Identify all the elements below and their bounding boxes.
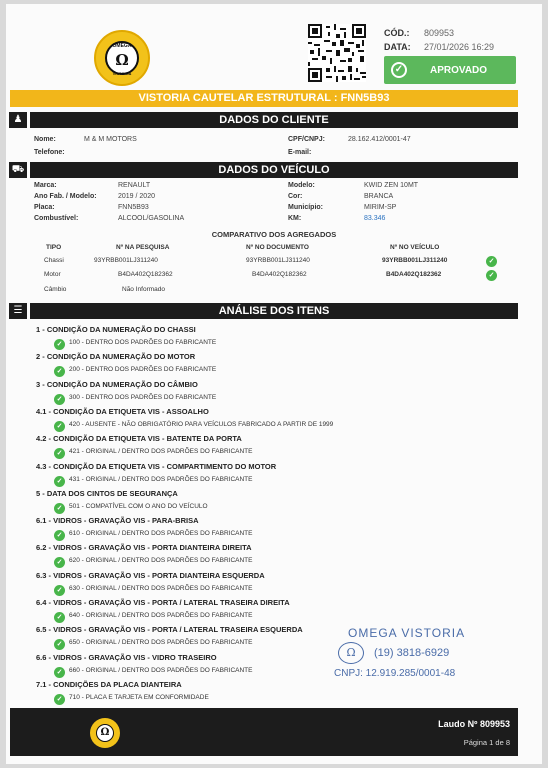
section-vehicle: DADOS DO VEÍCULO: [30, 162, 518, 178]
company-stamp: [328, 620, 498, 690]
stamp-phone: (19) 3818-6929: [374, 647, 450, 659]
date-value: 27/01/2026 16:29: [424, 42, 495, 52]
color-label: Cor:: [288, 193, 303, 200]
check-icon: ✓: [54, 530, 65, 541]
analysis-item-detail: [54, 419, 333, 430]
analysis-item-detail-text: 431 - ORIGINAL / DENTRO DOS PADRÕES DO FABRICANTE: [69, 475, 253, 483]
analysis-item-detail-text: 620 - ORIGINAL / DENTRO DOS PADRÕES DO FABRICANTE: [69, 557, 253, 565]
model-label: Modelo:: [288, 182, 315, 189]
analysis-item-detail-text: 660 - ORIGINAL / DENTRO DOS PADRÕES DO FABRICANTE: [69, 666, 253, 674]
page-indicator: Página 1 de 8: [463, 738, 510, 747]
color-value: BRANCA: [364, 193, 394, 200]
row-chassi-type: Chassi: [44, 257, 64, 264]
row-chassi-vehicle: 93YRBB001LJ311240: [382, 257, 448, 264]
analysis-item-detail-text: 200 - DENTRO DOS PADRÕES DO FABRICANTE: [69, 366, 217, 374]
row-motor-vehicle: B4DA402Q182362: [386, 271, 442, 278]
section-client: DADOS DO CLIENTE: [30, 112, 518, 128]
report-title-banner: VISTORIA CAUTELAR ESTRUTURAL : FNN5B93: [10, 90, 518, 107]
analysis-item-detail: [54, 610, 252, 621]
analysis-item-detail-text: 710 - PLACA E TARJETA EM CONFORMIDADE: [69, 693, 209, 701]
check-icon: ✓: [391, 62, 407, 78]
check-icon: ✓: [54, 667, 65, 678]
model-value: KWID ZEN 10MT: [364, 182, 419, 189]
check-icon: ✓: [54, 612, 65, 623]
section-analysis: ANÁLISE DOS ITENS: [30, 303, 518, 319]
cod-label: CÓD.:: [384, 28, 410, 38]
client-cpf: 28.162.412/0001-47: [348, 136, 411, 143]
plate-value: FNN5B93: [118, 204, 149, 211]
analysis-item-detail: [54, 446, 252, 457]
analysis-item-title: 4.2 - CONDIÇÃO DA ETIQUETA VIS - BATENTE DA PORTA: [36, 434, 242, 444]
check-icon: ✓: [54, 394, 65, 405]
brand-label: Marca:: [34, 182, 57, 189]
row-chassi-document: 93YRBB001LJ311240: [246, 257, 310, 264]
omega-icon: Ω: [96, 724, 114, 742]
analysis-item-title: 6.2 - VIDROS - GRAVAÇÃO VIS - PORTA DIANTEIRA DIREITA: [36, 543, 252, 553]
km-value: 83.346: [364, 215, 386, 222]
logo-subtitle: VISTORIA: [112, 71, 132, 76]
fuel-label: Combustível:: [34, 215, 79, 222]
omega-icon: Ω: [115, 51, 129, 69]
city-value: MIRIM-SP: [364, 204, 397, 211]
analysis-item-detail: [54, 364, 216, 375]
analysis-item-detail-text: 501 - COMPATÍVEL COM O ANO DO VEÍCULO: [69, 502, 208, 510]
check-icon: ✓: [54, 366, 65, 377]
analysis-item-detail: [54, 665, 252, 676]
status-badge: [384, 56, 516, 84]
check-icon: ✓: [54, 421, 65, 432]
analysis-item-title: 6.3 - VIDROS - GRAVAÇÃO VIS - PORTA DIANTEIRA ESQUERDA: [36, 570, 265, 580]
check-icon: ✓: [54, 639, 65, 650]
brand-value: RENAULT: [118, 182, 151, 189]
year-label: Ano Fab. / Modelo:: [34, 193, 97, 200]
report-number: Laudo Nº 809953: [438, 719, 510, 729]
analysis-item-detail: [54, 474, 252, 485]
analysis-item-detail: [54, 555, 252, 566]
analysis-item-detail: [54, 637, 252, 648]
analysis-item-detail: [54, 583, 252, 594]
check-icon: ✓: [54, 694, 65, 705]
analysis-item-title: 4.3 - CONDIÇÃO DA ETIQUETA VIS - COMPARTIMENTO DO MOTOR: [36, 461, 277, 471]
analysis-item-title: 7.1 - CONDIÇÕES DA PLACA DIANTEIRA: [36, 679, 182, 689]
city-label: Município:: [288, 204, 323, 211]
client-cpf-label: CPF/CNPJ:: [288, 136, 325, 143]
analysis-item-title: 5 - DATA DOS CINTOS DE SEGURANÇA: [36, 488, 178, 498]
analysis-item-title: 2 - CONDIÇÃO DA NUMERAÇÃO DO MOTOR: [36, 352, 196, 362]
analysis-item-detail: [54, 528, 252, 539]
client-phone-label: Telefone:: [34, 149, 65, 156]
check-icon: ✓: [486, 270, 497, 281]
logo-brand: OMEGA: [112, 43, 132, 49]
col-search: Nº NA PESQUISA: [116, 244, 170, 251]
status-label: APROVADO: [430, 65, 488, 76]
aggregates-title: COMPARATIVO DOS AGREGADOS: [211, 230, 337, 239]
row-cambio-search: Não Informado: [122, 286, 165, 293]
analysis-item-detail-text: 640 - ORIGINAL / DENTRO DOS PADRÕES DO FABRICANTE: [69, 612, 253, 619]
col-type: TIPO: [46, 244, 62, 251]
analysis-item-detail-text: 610 - ORIGINAL / DENTRO DOS PADRÕES DO FABRICANTE: [69, 530, 253, 538]
date-label: DATA:: [384, 42, 411, 52]
analysis-item-detail-text: 650 - ORIGINAL / DENTRO DOS PADRÕES DO FABRICANTE: [69, 639, 253, 647]
user-icon: ♟: [9, 112, 27, 128]
client-email-label: E-mail:: [288, 149, 312, 156]
check-icon: ✓: [54, 448, 65, 459]
analysis-item-detail-text: 420 - AUSENTE - NÃO OBRIGATÓRIO PARA VEÍCULOS FABRICADO A PARTIR DE 1999: [69, 420, 334, 428]
km-label: KM:: [288, 215, 302, 222]
analysis-item-title: 6.5 - VIDROS - GRAVAÇÃO VIS - PORTA / LATERAL TRASEIRA ESQUERDA: [36, 625, 303, 635]
plate-label: Placa:: [34, 204, 55, 211]
footer-logo: [90, 718, 120, 748]
row-chassi-search: 93YRBB001LJ311240: [94, 257, 158, 264]
analysis-item-detail: [54, 337, 216, 348]
client-name: M & M MOTORS: [84, 136, 137, 143]
checklist-icon: ☰: [9, 303, 27, 319]
footer: [10, 708, 518, 756]
analysis-item-title: 6.4 - VIDROS - GRAVAÇÃO VIS - PORTA / LATERAL TRASEIRA DIREITA: [36, 598, 290, 607]
check-icon: ✓: [486, 256, 497, 267]
row-motor-search: B4DA402Q182362: [118, 271, 173, 278]
analysis-item-title: 6.1 - VIDROS - GRAVAÇÃO VIS - PARA-BRISA: [36, 516, 199, 526]
row-motor-type: Motor: [44, 271, 61, 278]
report-page: [6, 4, 542, 764]
analysis-item-detail: [54, 692, 209, 703]
col-document: Nº NO DOCUMENTO: [246, 244, 309, 251]
client-name-label: Nome:: [34, 136, 56, 143]
analysis-item-detail: [54, 501, 208, 512]
fuel-value: ALCOOL/GASOLINA: [118, 215, 185, 222]
analysis-item-title: 6.6 - VIDROS - GRAVAÇÃO VIS - VIDRO TRASEIRO: [36, 652, 217, 662]
analysis-item-title: 3 - CONDIÇÃO DA NUMERAÇÃO DO CÂMBIO: [36, 379, 198, 389]
car-icon: ⛟: [9, 162, 27, 178]
year-value: 2019 / 2020: [118, 193, 155, 200]
omega-icon: Ω: [338, 642, 364, 664]
row-cambio-type: Câmbio: [44, 286, 67, 293]
stamp-company: OMEGA VISTORIA: [348, 626, 466, 640]
qr-code-icon: [308, 24, 366, 82]
check-icon: ✓: [54, 557, 65, 568]
analysis-item-title: 4.1 - CONDIÇÃO DA ETIQUETA VIS - ASSOALHO: [36, 406, 209, 416]
analysis-item-detail-text: 300 - DENTRO DOS PADRÕES DO FABRICANTE: [69, 393, 217, 401]
check-icon: ✓: [54, 476, 65, 487]
analysis-item-title: 1 - CONDIÇÃO DA NUMERAÇÃO DO CHASSI: [36, 325, 196, 334]
check-icon: ✓: [54, 585, 65, 596]
stamp-cnpj: CNPJ: 12.919.285/0001-48: [334, 668, 456, 679]
analysis-item-detail: [54, 392, 216, 403]
omega-logo: [94, 30, 150, 86]
analysis-item-detail-text: 100 - DENTRO DOS PADRÕES DO FABRICANTE: [69, 339, 217, 346]
analysis-item-detail-text: 421 - ORIGINAL / DENTRO DOS PADRÕES DO FABRICANTE: [69, 448, 253, 456]
cod-value: 809953: [424, 28, 455, 38]
col-vehicle: Nº NO VEÍCULO: [390, 244, 440, 251]
check-icon: ✓: [54, 503, 65, 514]
row-motor-document: B4DA402Q182362: [252, 271, 307, 278]
analysis-item-detail-text: 630 - ORIGINAL / DENTRO DOS PADRÕES DO FABRICANTE: [69, 584, 253, 592]
check-icon: ✓: [54, 339, 65, 350]
